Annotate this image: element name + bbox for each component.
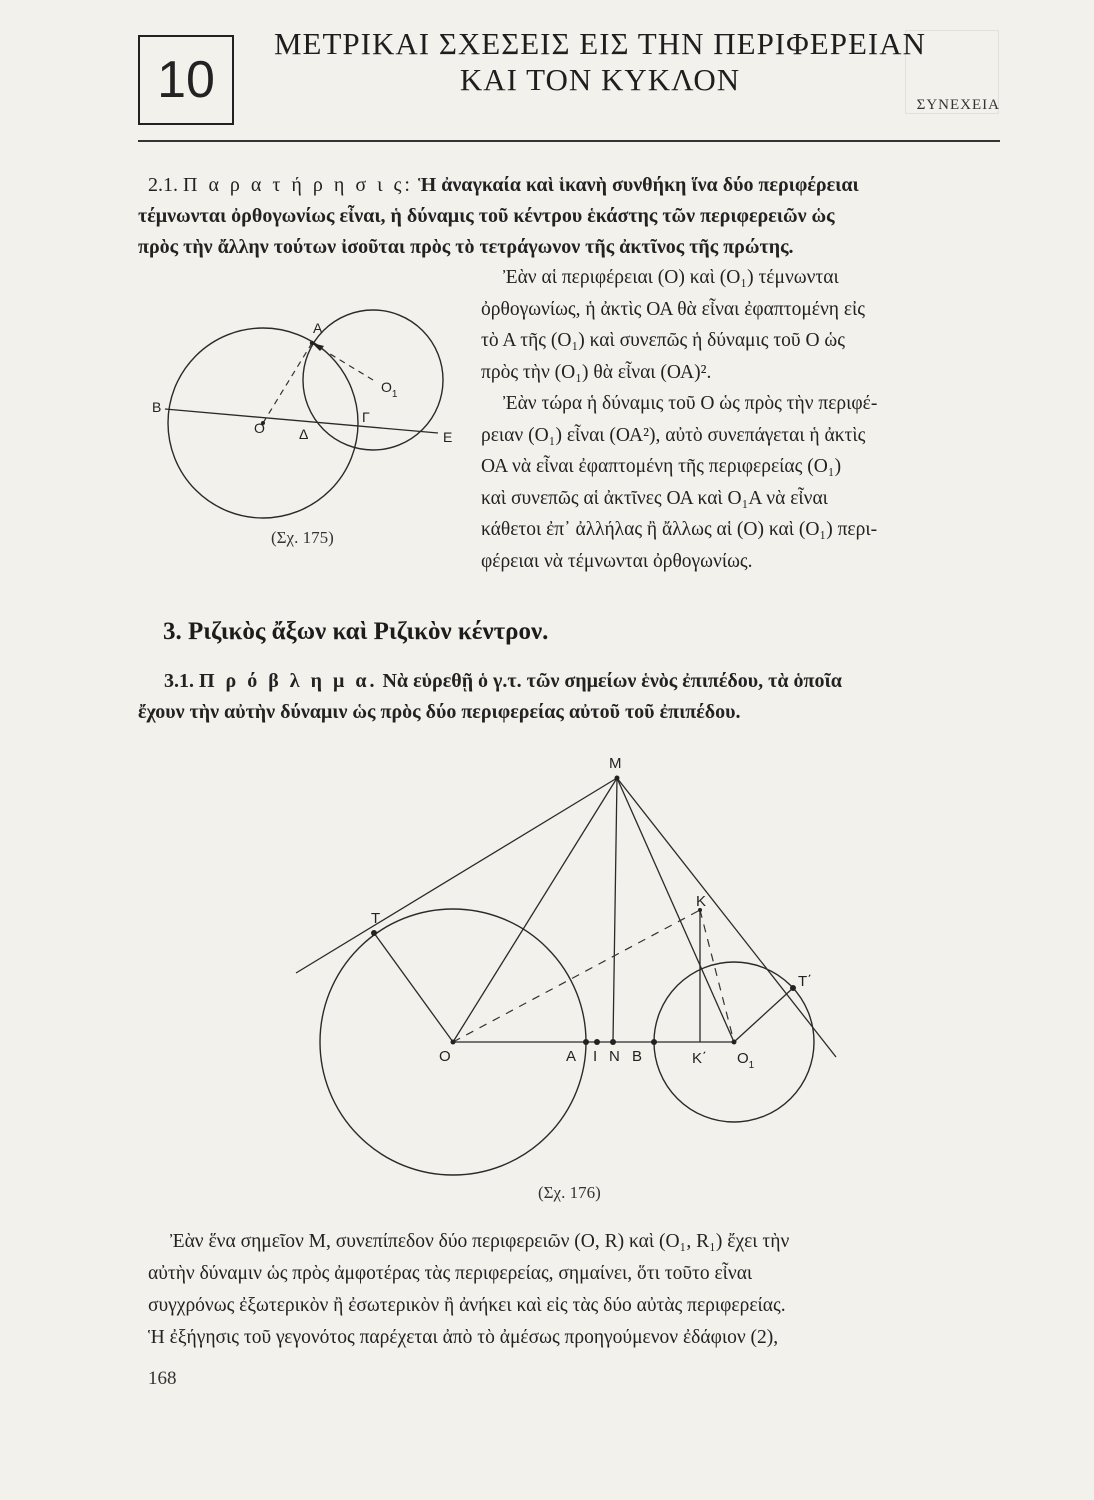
closing-line: αὐτὴν δύναμιν ὡς πρὸς ἀμφοτέρας τὰς περιφερείας, σημαίνει, ὅτι τοῦτο εἶναι xyxy=(148,1263,753,1284)
label-gamma: Γ xyxy=(362,409,370,425)
radius-ot xyxy=(374,933,453,1042)
remark-label: Π α ρ α τ ή ρ η σ ι ς: xyxy=(183,174,413,196)
label-i: I xyxy=(593,1048,598,1065)
continued-label: ΣΥΝΕΧΕΙΑ xyxy=(916,97,1000,113)
figure-175 xyxy=(140,300,470,560)
label-o1-sub: 1 xyxy=(748,1060,755,1071)
remark-line2: τέμνωνται ὀρθογωνίως εἶναι, ἡ δύναμις τοῦ κέντρου ἑκάστης τῶν περιφερειῶν ὡς xyxy=(138,205,835,227)
proof-line: πρὸς τὴν (Ο₁) θὰ εἶναι (ΟΑ)². xyxy=(481,361,712,383)
label-o1-main: O xyxy=(737,1050,749,1067)
chapter-title-line1: ΜΕΤΡΙΚΑΙ ΣΧΕΣΕΙΣ ΕΙΣ ΤΗΝ ΠΕΡΙΦΕΡΕΙΑΝ xyxy=(273,26,927,61)
label-a: A xyxy=(566,1048,577,1065)
proof-line: καὶ συνεπῶς αἱ ἀκτῖνες ΟΑ καὶ Ο₁Α νὰ εἶναι xyxy=(481,487,828,509)
closing-line: Ἡ ἐξήγησις τοῦ γεγονότος παρέχεται ἀπὸ τὸ ἀμέσως προηγούμενον ἐδάφιον (2), xyxy=(148,1327,779,1348)
point-i xyxy=(594,1039,600,1045)
label-t: T xyxy=(371,910,381,927)
label-k: K xyxy=(696,893,707,910)
remark-number: 2.1. xyxy=(148,174,178,196)
label-o: O xyxy=(254,420,265,436)
point-o1 xyxy=(732,1040,737,1045)
label-o1-main: O xyxy=(381,379,392,395)
proof-line: κάθετοι ἐπ᾽ ἀλλήλας ἢ ἄλλως αἱ (Ο) καὶ (Ο₁) περι- xyxy=(481,519,878,540)
label-m: M xyxy=(609,755,622,772)
caption-175: (Σχ. 175) xyxy=(271,528,334,547)
point-t1 xyxy=(790,985,796,991)
label-b: B xyxy=(632,1048,643,1065)
label-o1 xyxy=(381,379,398,400)
point-a xyxy=(583,1039,589,1045)
point-b xyxy=(651,1039,657,1045)
label-a: A xyxy=(313,320,323,336)
problem-label: Π ρ ό β λ η μ α. xyxy=(199,670,378,692)
label-o1 xyxy=(737,1050,755,1071)
proof-line: ρειαν (Ο₁) εἶναι (ΟΑ²), αὐτὸ συνεπάγεται ἡ ἀκτὶς xyxy=(481,424,866,446)
radius-o1t1 xyxy=(734,988,793,1042)
proof-line: ὀρθογωνίως, ἡ ἀκτὶς ΟΑ θὰ εἶναι ἐφαπτομένη εἰς xyxy=(481,298,866,320)
closing-line: Ἐὰν ἕνα σημεῖον Μ, συνεπίπεδον δύο περιφερειῶν (Ο, R) καὶ (Ο₁, R₁) ἔχει τὴν xyxy=(170,1231,790,1252)
label-n: N xyxy=(609,1048,620,1065)
problem-number: 3.1. xyxy=(164,670,194,692)
label-e: E xyxy=(443,429,453,445)
label-t1: T΄ xyxy=(798,973,813,990)
label-o: O xyxy=(439,1048,451,1065)
radical-axis-segment xyxy=(613,778,617,1042)
problem-paragraph xyxy=(138,666,1008,728)
proof-line: τὸ Α τῆς (Ο₁) καὶ συνεπῶς ἡ δύναμις τοῦ Ο ὡς xyxy=(481,330,845,351)
label-k1: K΄ xyxy=(692,1050,707,1067)
point-o xyxy=(451,1040,456,1045)
problem-line1-row xyxy=(138,666,1008,697)
label-delta: Δ xyxy=(299,426,309,442)
segment-mo xyxy=(453,778,617,1042)
dashed-ok xyxy=(453,910,700,1042)
proof-line: Ἐὰν τώρα ἡ δύναμις τοῦ Ο ὡς πρὸς τὴν περιφέ- xyxy=(503,393,878,414)
point-n xyxy=(610,1039,616,1045)
proof-paragraph xyxy=(481,262,1006,577)
page-number: 168 xyxy=(148,1368,177,1389)
chapter-number: 10 xyxy=(157,51,215,109)
header-rule xyxy=(138,140,1000,142)
caption-176: (Σχ. 176) xyxy=(538,1183,601,1202)
chapter-title-line2: ΚΑΙ ΤΟΝ ΚΥΚΛΟΝ xyxy=(459,61,741,97)
chapter-number-box xyxy=(138,35,234,125)
closing-paragraph xyxy=(148,1226,1008,1354)
proof-line: ΟΑ νὰ εἶναι ἐφαπτομένη τῆς περιφερείας (Ο₁) xyxy=(481,456,842,477)
point-m xyxy=(615,776,620,781)
figure-176 xyxy=(0,740,1094,1180)
remark-line3: πρὸς τὴν ἄλλην τούτων ἰσοῦται πρὸς τὸ τετράγωνον τῆς ἀκτῖνος τῆς πρώτης. xyxy=(138,236,794,258)
proof-line: Ἐὰν αἱ περιφέρειαι (Ο) καὶ (Ο₁) τέμνωνται xyxy=(503,267,839,288)
label-o1-sub: 1 xyxy=(391,389,398,400)
remark-line1-row xyxy=(138,170,1008,201)
segment-mo1 xyxy=(617,778,734,1042)
problem-line2: ἔχουν τὴν αὐτὴν δύναμιν ὡς πρὸς δύο περιφερείας αὐτοῦ τοῦ ἐπιπέδου. xyxy=(138,701,741,723)
chapter-title xyxy=(240,26,960,97)
radius-oa-dashed xyxy=(263,343,312,423)
remark-line1: Ἡ ἀναγκαία καὶ ἱκανὴ συνθήκη ἵνα δύο περιφέρειαι xyxy=(417,174,859,196)
closing-line: συγχρόνως ἐξωτερικὸν ἢ ἐσωτερικὸν ἢ ἀνήκει καὶ εἰς τὰς δύο αὐτὰς περιφερείας. xyxy=(148,1295,786,1316)
proof-line: φέρειαι νὰ τέμνωνται ὀρθογωνίως. xyxy=(481,550,753,572)
problem-line1: Νὰ εὑρεθῇ ὁ γ.τ. τῶν σημείων ἑνὸς ἐπιπέδου, τὰ ὁποῖα xyxy=(382,670,842,692)
remark-paragraph xyxy=(138,170,1008,263)
label-b: B xyxy=(152,399,162,415)
point-t xyxy=(371,930,377,936)
point-a xyxy=(310,341,314,345)
tangent-mt xyxy=(296,778,617,973)
section-heading: 3. Ριζικὸς ἄξων καὶ Ριζικὸν κέντρον. xyxy=(163,618,549,645)
